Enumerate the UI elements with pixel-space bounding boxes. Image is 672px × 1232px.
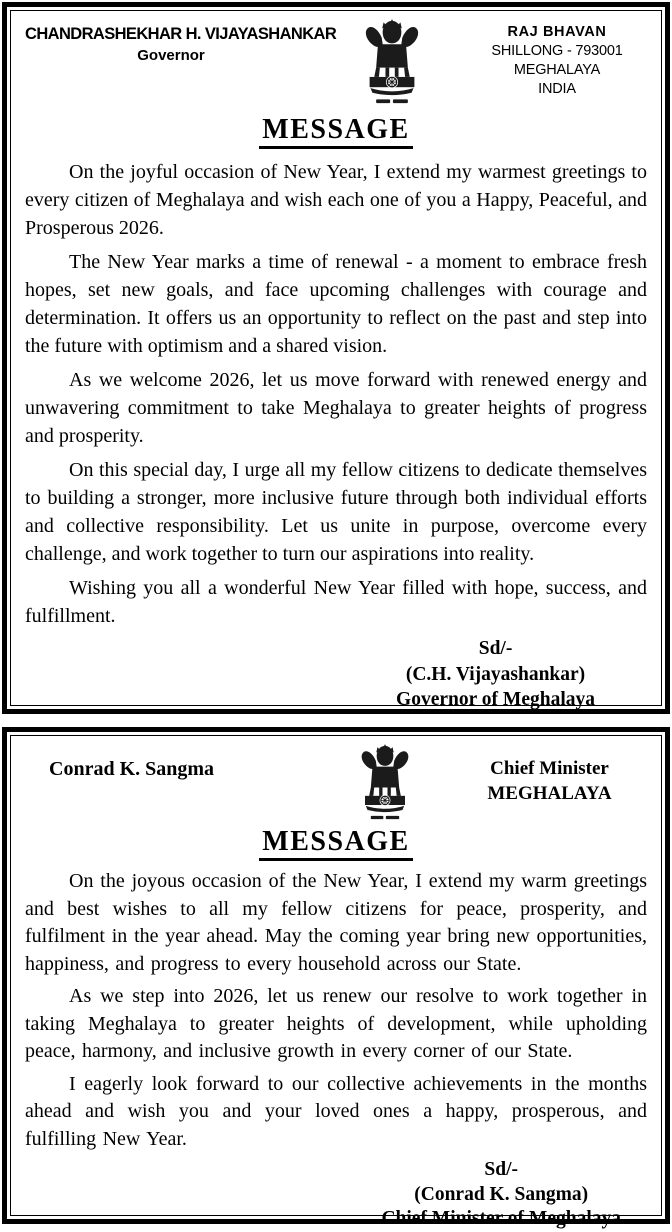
signature-sd: Sd/-: [484, 1159, 519, 1180]
signature-name: (C.H. Vijayashankar): [405, 663, 586, 685]
address-line: MEGHALAYA: [513, 62, 601, 78]
cm-message-inner-frame: [10, 735, 662, 1229]
office-line: Chief Minister: [490, 758, 609, 779]
address-line: INDIA: [538, 81, 576, 97]
governor-signature-block: [396, 636, 595, 713]
ashoka-emblem-icon: [355, 744, 415, 826]
signature-designation: Chief Minister of Meghalaya: [381, 1208, 621, 1229]
signature-sd: Sd/-: [478, 638, 513, 659]
governor-letterhead: [25, 19, 647, 110]
address-line: RAJ BHAVAN: [507, 24, 607, 40]
ashoka-emblem-icon: [362, 19, 422, 110]
governor-title: Governor: [137, 47, 205, 64]
address-line: SHILLONG - 793001: [491, 43, 623, 59]
cm-paragraph: As we step into 2026, let us renew our resolve to work together in taking Meghalaya to greater heights of development, while upholding peace, harmony, and inclusive growth in every corner of our State.: [25, 985, 647, 1062]
signature-designation: Governor of Meghalaya: [396, 689, 595, 710]
signature-name: (Conrad K. Sangma): [414, 1183, 589, 1205]
cm-signature-block: [381, 1158, 621, 1232]
governor-paragraph: On the joyful occasion of New Year, I extend my warmest greetings to every citizen of Meghalaya and wish each one of you a Happy, Peaceful, and Prosperous 2026.: [25, 161, 647, 239]
governor-name-block: [25, 19, 337, 64]
governor-message-box: [2, 2, 670, 714]
cm-paragraph: I eagerly look forward to our collective achievements in the months ahead and wish you and your loved ones a happy, prosperous, and fulfilling New Year.: [25, 1072, 647, 1150]
governor-paragraph: Wishing you all a wonderful New Year filled with hope, success, and fulfillment.: [25, 577, 647, 627]
office-line: MEGHALAYA: [487, 783, 612, 804]
governor-name: CHANDRASHEKHAR H. VIJAYASHANKAR: [25, 25, 337, 43]
governor-message-heading: MESSAGE: [25, 114, 647, 146]
raj-bhavan-address-block: [467, 19, 647, 99]
cm-office-block: [452, 744, 647, 806]
cm-name: Conrad K. Sangma: [49, 758, 215, 780]
governor-paragraph: The New Year marks a time of renewal - a moment to embrace fresh hopes, set new goals, and face upcoming challenges with courage and determination. It offers us an opportunity to reflect on the past and step into the future with optimism and a shared vision.: [25, 251, 647, 357]
cm-message-heading: MESSAGE: [25, 826, 647, 858]
governor-paragraph: On this special day, I urge all my fellow citizens to dedicate themselves to building a stronger, more inclusive future through both individual efforts and collective responsibility. Let us unite in purpose, overcome every challenge, and work together to turn our aspirations into reality.: [25, 459, 647, 565]
governor-message-inner-frame: [10, 10, 662, 710]
cm-letterhead: [25, 744, 647, 826]
cm-paragraph: On the joyous occasion of the New Year, I extend my warm greetings and best wishes to all my fellow citizens for peace, prosperity, and fulfilment in the year ahead. May the coming year bring new opportunities, happiness, and progress to every household across our State.: [25, 870, 647, 975]
governor-paragraph: As we welcome 2026, let us move forward with renewed energy and unwavering commitment to take Meghalaya to greater heights of progress and prosperity.: [25, 369, 647, 447]
cm-message-box: [2, 727, 670, 1229]
